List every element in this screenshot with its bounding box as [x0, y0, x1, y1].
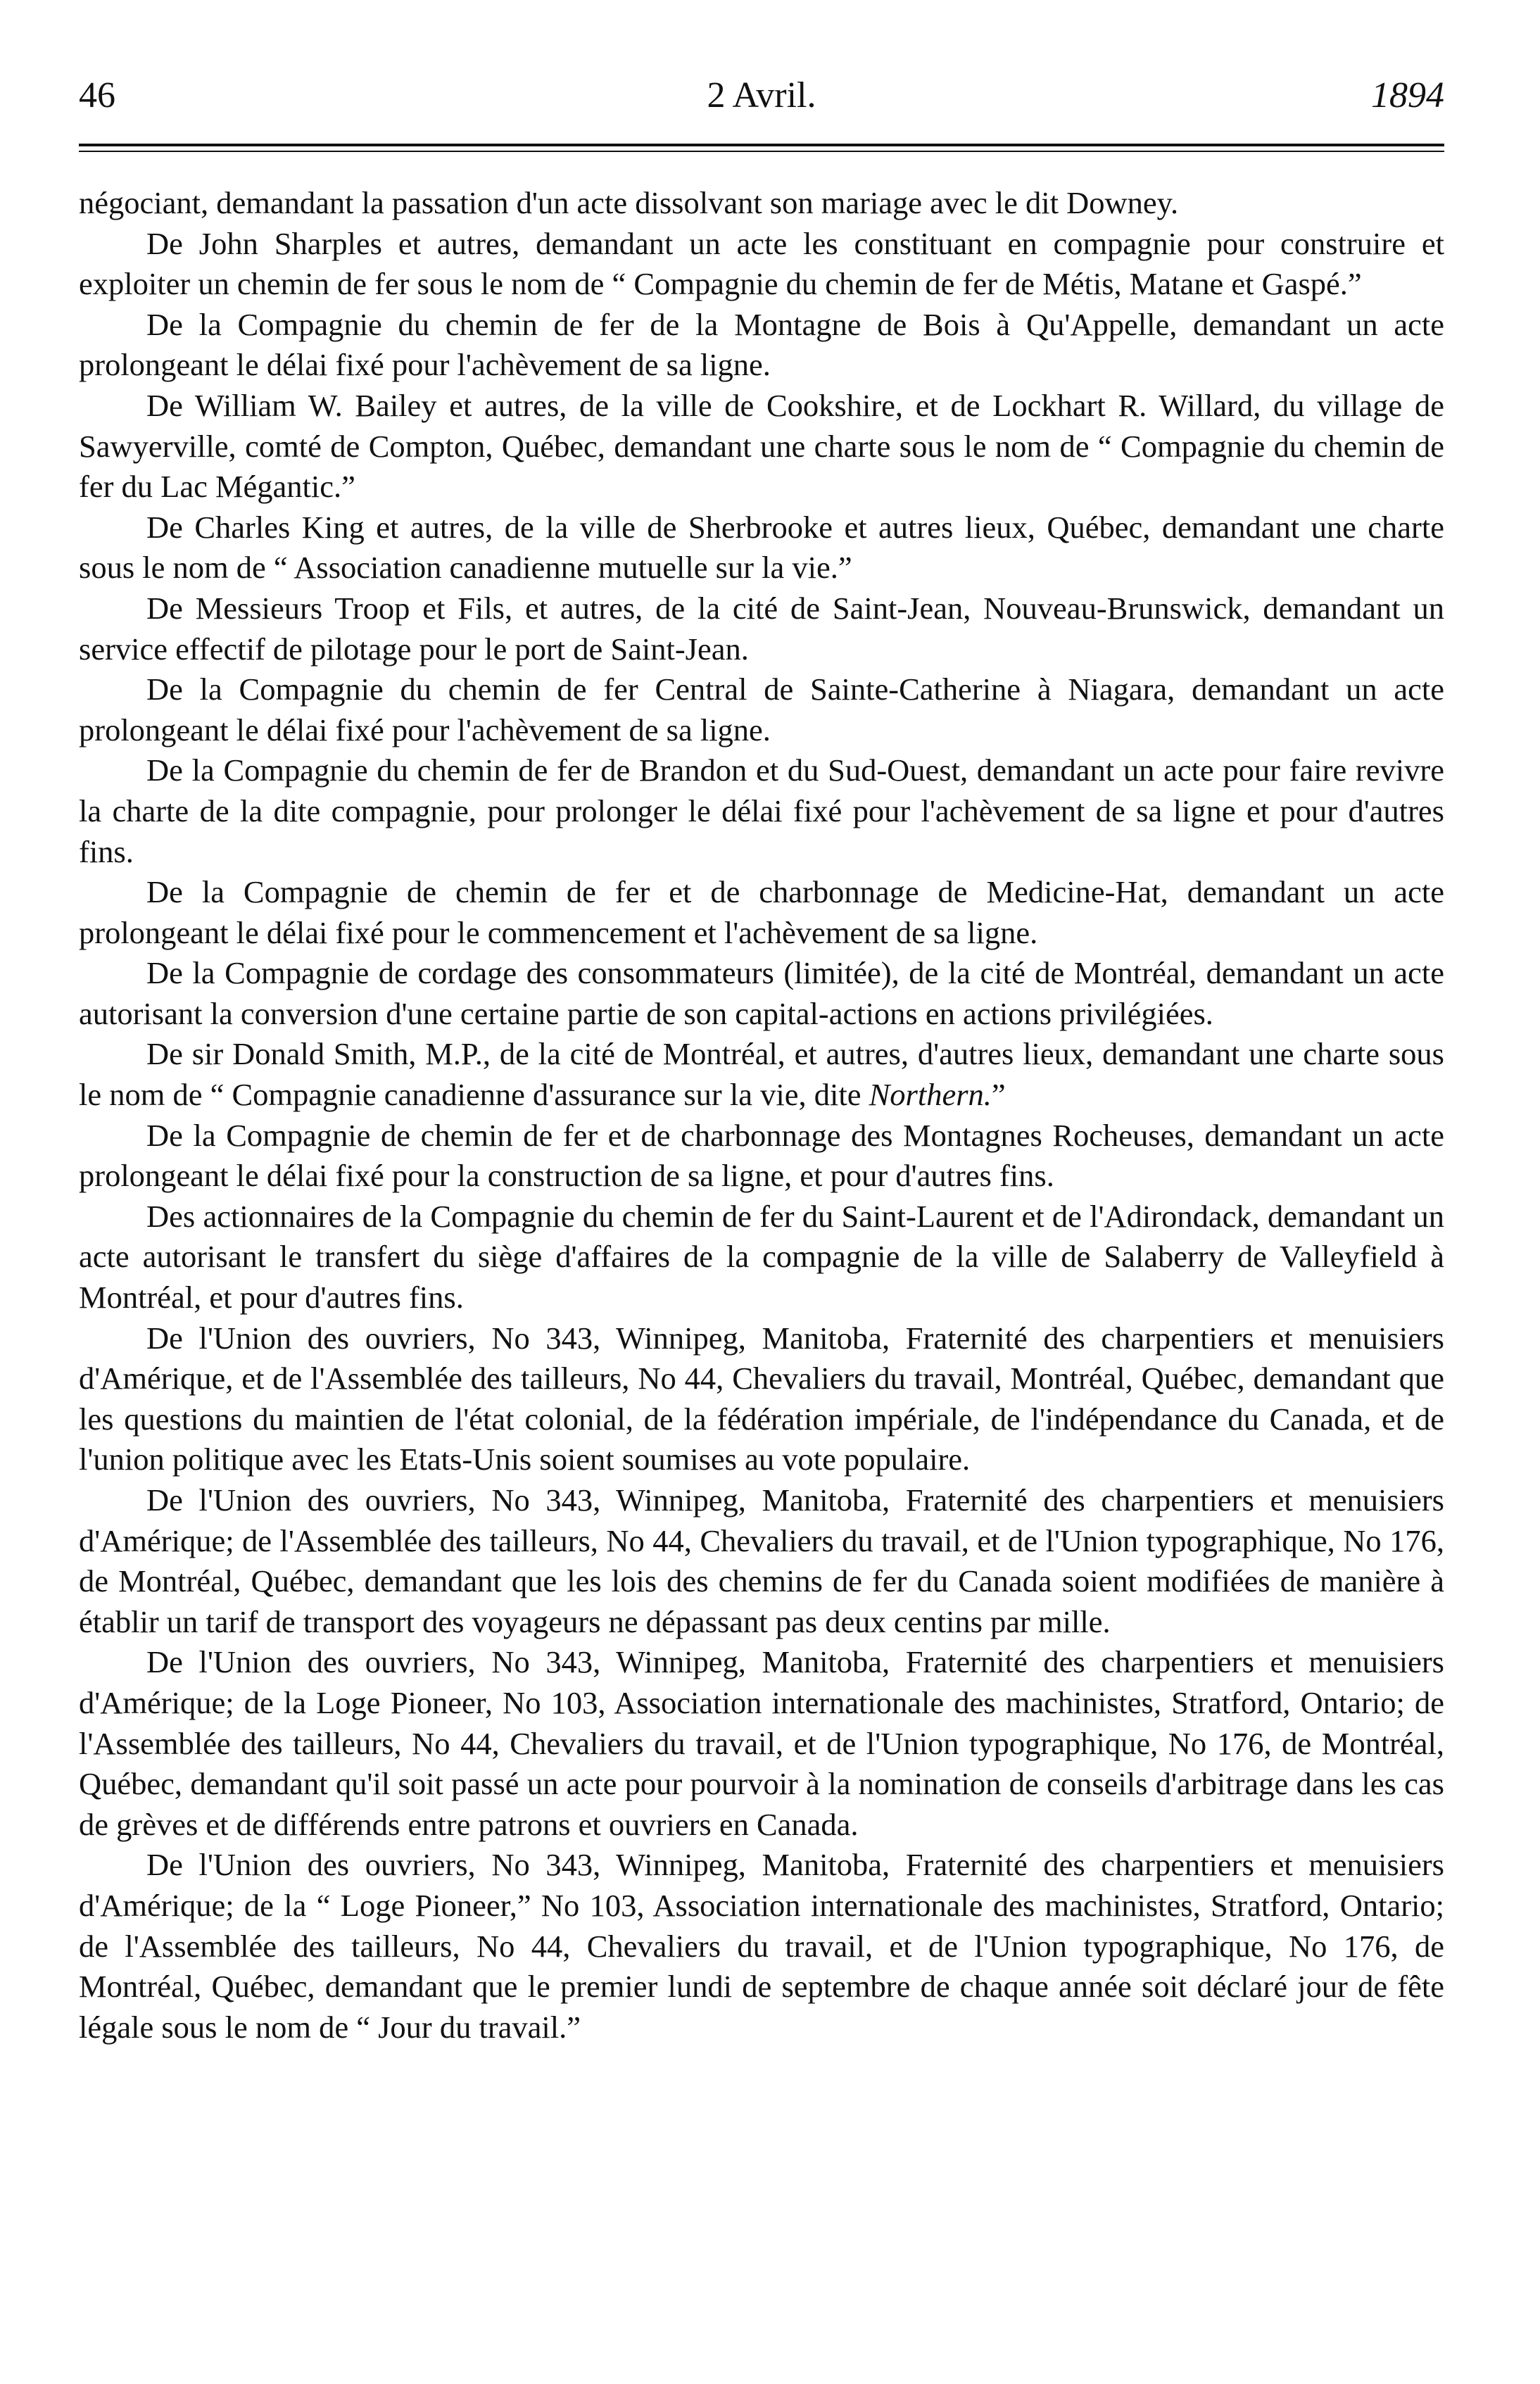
document-page	[79, 68, 1444, 2048]
paragraph-petition	[79, 1034, 1444, 1115]
paragraph-petition: De la Compagnie du chemin de fer Central de Sainte-Catherine à Niagara, demandant un acte prolongeant le délai fixé pour l'achèvement de sa ligne.	[79, 671, 1444, 748]
page-year: 1894	[1371, 75, 1444, 115]
header-double-rule	[79, 144, 1444, 152]
document-body	[79, 183, 1444, 2048]
paragraph-text: De sir Donald Smith, M.P., de la cité de Montréal, et autres, d'autres lieux, demandant une charte sous le nom de “ Compagnie canadienne d'assurance sur la vie, dite	[79, 1036, 1444, 1113]
paragraph-petition: De l'Union des ouvriers, No 343, Winnipeg, Manitoba, Fraternité des charpentiers et menuisiers d'Amérique; de la “ Loge Pioneer,” No 103, Association internationale des machinistes, Stratford, Ontario; de l'Assemblée des tailleurs, No 44, Chevaliers du travail, et de l'Union typographique, No 176, de Montréal, Québec, demandant que le premier lundi de septembre de chaque année soit déclaré jour de fête légale sous le nom de “ Jour du travail.”	[79, 1847, 1444, 2045]
paragraph-petition: De la Compagnie de chemin de fer et de charbonnage des Montagnes Rocheuses, demandant un acte prolongeant le délai fixé pour la construction de sa ligne, et pour d'autres fins.	[79, 1117, 1444, 1194]
paragraph-petition: De l'Union des ouvriers, No 343, Winnipeg, Manitoba, Fraternité des charpentiers et menuisiers d'Amérique; de l'Assemblée des tailleurs, No 44, Chevaliers du travail, et de l'Union typographique, No 176, de Montréal, Québec, demandant que les lois des chemins de fer du Canada soient modifiées de manière à établir un tarif de transport des voyageurs ne dépassant pas deux centins par mille.	[79, 1482, 1444, 1639]
paragraph-petition: De Charles King et autres, de la ville de Sherbrooke et autres lieux, Québec, demandant une charte sous le nom de “ Association canadienne mutuelle sur la vie.”	[79, 509, 1444, 586]
paragraph-continuation: négociant, demandant la passation d'un acte dissolvant son mariage avec le dit Downey.	[79, 185, 1179, 220]
page-date: 2 Avril.	[707, 75, 816, 115]
paragraph-petition: De l'Union des ouvriers, No 343, Winnipeg, Manitoba, Fraternité des charpentiers et menuisiers d'Amérique; de la Loge Pioneer, No 103, Association internationale des machinistes, Stratford, Ontario; de l'Assemblée des tailleurs, No 44, Chevaliers du travail, et de l'Union typographique, No 176, de Montréal, Québec, demandant qu'il soit passé un acte pour pourvoir à la nomination de conseils d'arbitrage dans les cas de grèves et de différends entre patrons et ouvriers en Canada.	[79, 1644, 1444, 1842]
paragraph-petition: De la Compagnie du chemin de fer de la Montagne de Bois à Qu'Appelle, demandant un acte prolongeant le délai fixé pour l'achèvement de sa ligne.	[79, 306, 1444, 383]
paragraph-petition: De la Compagnie de chemin de fer et de charbonnage de Medicine-Hat, demandant un acte prolongeant le délai fixé pour le commencement et l'achèvement de sa ligne.	[79, 874, 1444, 950]
paragraph-petition: De l'Union des ouvriers, No 343, Winnipeg, Manitoba, Fraternité des charpentiers et menuisiers d'Amérique, et de l'Assemblée des tailleurs, No 44, Chevaliers du travail, Montréal, Québec, demandant que les questions du maintien de l'état colonial, de la fédération impériale, de l'indépendance du Canada, et de l'union politique avec les Etats-Unis soient soumises au vote populaire.	[79, 1320, 1444, 1477]
paragraph-petition: De Messieurs Troop et Fils, et autres, de la cité de Saint-Jean, Nouveau-Brunswick, demandant un service effectif de pilotage pour le port de Saint-Jean.	[79, 590, 1444, 667]
closing-quote: ”	[991, 1077, 1006, 1113]
page-header	[79, 68, 1444, 124]
italic-name: Northern.	[869, 1077, 992, 1113]
page-number: 46	[79, 75, 115, 115]
paragraph-petition: De la Compagnie de cordage des consommateurs (limitée), de la cité de Montréal, demandant un acte autorisant la conversion d'une certaine partie de son capital-actions en actions privilégiées.	[79, 955, 1444, 1031]
paragraph-petition: De la Compagnie du chemin de fer de Brandon et du Sud-Ouest, demandant un acte pour faire revivre la charte de la dite compagnie, pour prolonger le délai fixé pour l'achèvement de sa ligne et pour d'autres fins.	[79, 752, 1444, 869]
paragraph-petition: Des actionnaires de la Compagnie du chemin de fer du Saint-Laurent et de l'Adirondack, demandant un acte autorisant le transfert du siège d'affaires de la compagnie de la ville de Salaberry de Valleyfield à Montréal, et pour d'autres fins.	[79, 1198, 1444, 1316]
paragraph-petition: De John Sharples et autres, demandant un acte les constituant en compagnie pour construire et exploiter un chemin de fer sous le nom de “ Compagnie du chemin de fer de Métis, Matane et Gaspé.”	[79, 225, 1444, 302]
paragraph-petition: De William W. Bailey et autres, de la ville de Cookshire, et de Lockhart R. Willard, du village de Sawyerville, comté de Compton, Québec, demandant une charte sous le nom de “ Compagnie du chemin de fer du Lac Mégantic.”	[79, 387, 1444, 505]
